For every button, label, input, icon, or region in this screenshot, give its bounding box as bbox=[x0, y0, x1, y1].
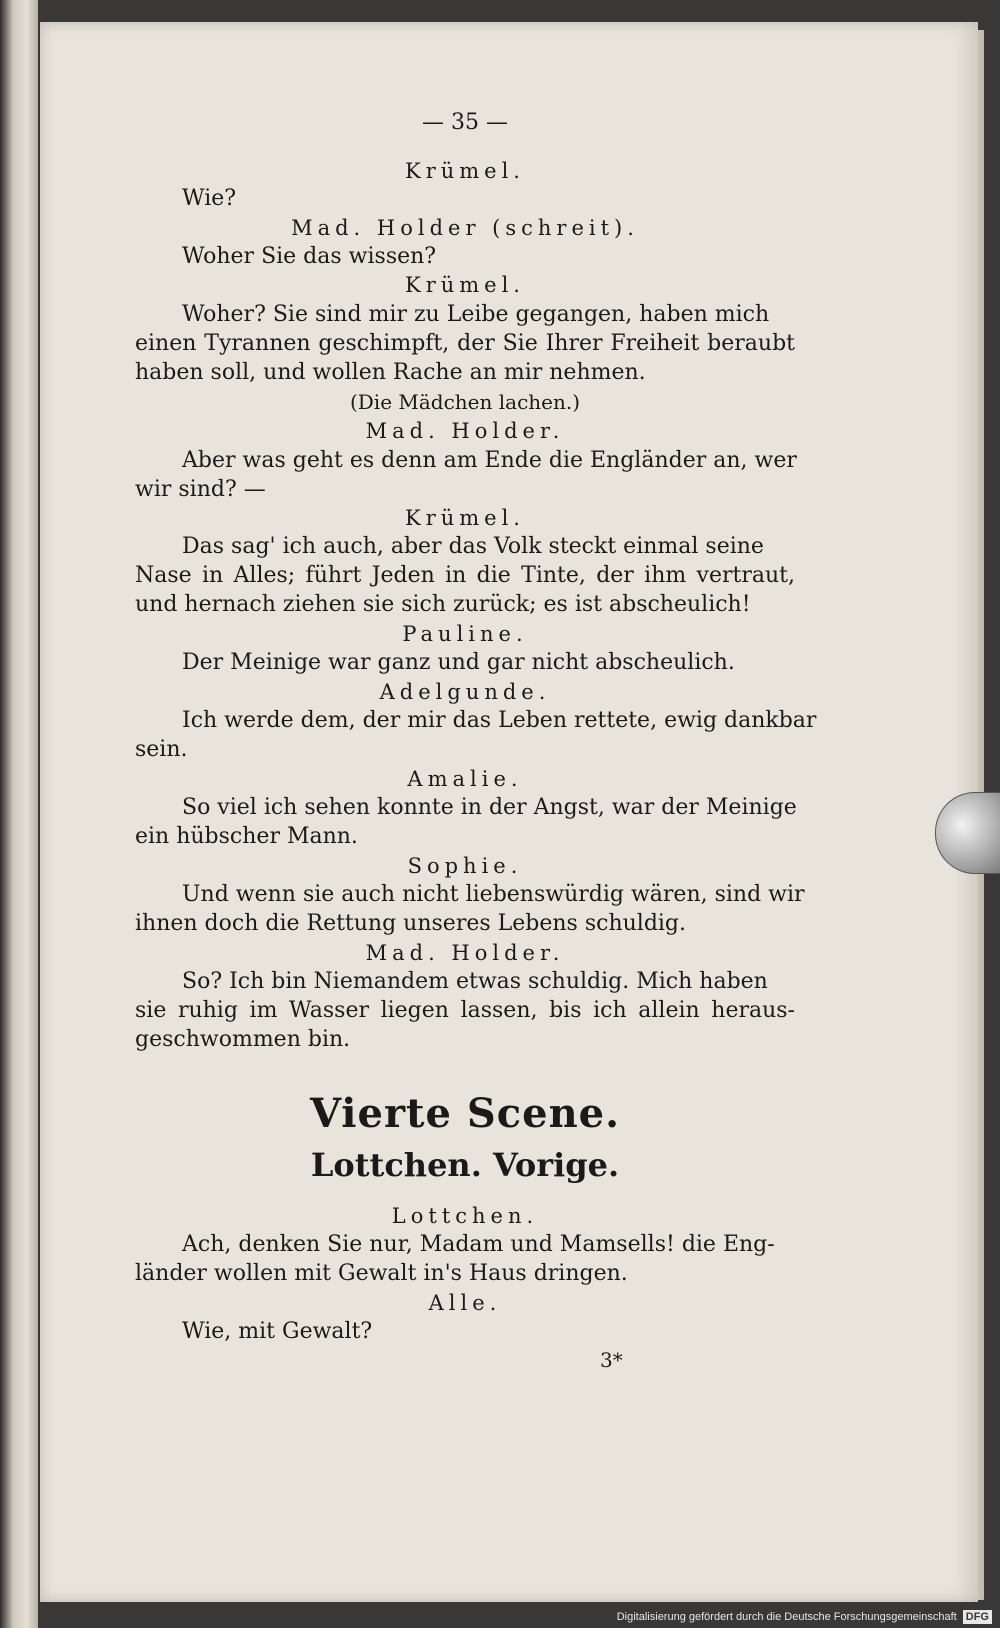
speaker-heading: Sophie. bbox=[407, 854, 523, 878]
dialogue-line: Ich werde dem, der mir das Leben rettete, ewig dankbar bbox=[182, 708, 817, 733]
dialogue-line: einen Tyrannen geschimpft, der Sie Ihrer Freiheit beraubt bbox=[135, 331, 795, 356]
speaker-heading: Lottchen. bbox=[391, 1204, 539, 1228]
speaker-heading: Krümel. bbox=[405, 506, 525, 530]
dialogue-line: Woher? Sie sind mir zu Leibe gegangen, haben mich bbox=[182, 302, 770, 327]
dialogue-line: Der Meinige war ganz und gar nicht abscheulich. bbox=[182, 650, 735, 675]
dialogue-line: ein hübscher Mann. bbox=[135, 824, 358, 849]
page-number: — 35 — bbox=[422, 110, 508, 135]
dialogue-line: Nase in Alles; führt Jeden in die Tinte, der ihm vertraut, bbox=[135, 563, 795, 588]
dialogue-line: Das sag' ich auch, aber das Volk steckt einmal seine bbox=[182, 534, 764, 559]
speaker-heading: Mad. Holder. bbox=[365, 941, 565, 965]
digitization-credit bbox=[617, 1610, 992, 1624]
speaker-heading: Alle. bbox=[428, 1291, 502, 1315]
dialogue-line: und hernach ziehen sie sich zurück; es ist abscheulich! bbox=[135, 592, 751, 617]
scene-title: Vierte Scene. bbox=[309, 1090, 621, 1137]
speaker-heading: Mad. Holder (schreit). bbox=[291, 216, 639, 240]
speaker-heading: Krümel. bbox=[405, 159, 525, 183]
dialogue-line: Wie, mit Gewalt? bbox=[182, 1319, 373, 1344]
dialogue-line: Aber was geht es denn am Ende die Engländer an, wer bbox=[182, 448, 797, 473]
credit-text: Digitalisierung gefördert durch die Deutsche Forschungsgemeinschaft bbox=[616, 1611, 957, 1623]
speaker-heading: Krümel. bbox=[405, 273, 525, 297]
dialogue-line: Woher Sie das wissen? bbox=[182, 244, 437, 269]
speaker-heading: Mad. Holder. bbox=[365, 419, 565, 443]
adjacent-page-edge bbox=[0, 0, 38, 1628]
speaker-heading: Adelgunde. bbox=[379, 680, 551, 704]
dialogue-line: sie ruhig im Wasser liegen lassen, bis ich allein heraus- bbox=[135, 998, 795, 1023]
dialogue-line: sein. bbox=[135, 737, 188, 762]
speaker-heading: Amalie. bbox=[407, 767, 523, 791]
dialogue-line: haben soll, und wollen Rache an mir nehmen. bbox=[135, 360, 646, 385]
speaker-heading: Pauline. bbox=[402, 622, 528, 646]
dialogue-line: geschwommen bin. bbox=[135, 1027, 351, 1052]
dialogue-line: So? Ich bin Niemandem etwas schuldig. Mich haben bbox=[182, 969, 768, 994]
signature-mark: 3* bbox=[600, 1348, 623, 1372]
dialogue-line: So viel ich sehen konnte in der Angst, war der Meinige bbox=[182, 795, 797, 820]
dialogue-line: wir sind? — bbox=[135, 477, 266, 502]
stage-direction: (Die Mädchen lachen.) bbox=[349, 390, 581, 414]
dialogue-line: ihnen doch die Rettung unseres Lebens schuldig. bbox=[135, 911, 687, 936]
scene-characters: Lottchen. Vorige. bbox=[310, 1146, 620, 1184]
dialogue-line: Und wenn sie auch nicht liebenswürdig wären, sind wir bbox=[182, 882, 805, 907]
dialogue-line: länder wollen mit Gewalt in's Haus dringen. bbox=[135, 1261, 628, 1286]
dfg-logo: DFG bbox=[963, 1610, 992, 1624]
dialogue-line: Wie? bbox=[182, 186, 237, 211]
dialogue-line: Ach, denken Sie nur, Madam und Mamsells! die Eng- bbox=[182, 1232, 775, 1257]
